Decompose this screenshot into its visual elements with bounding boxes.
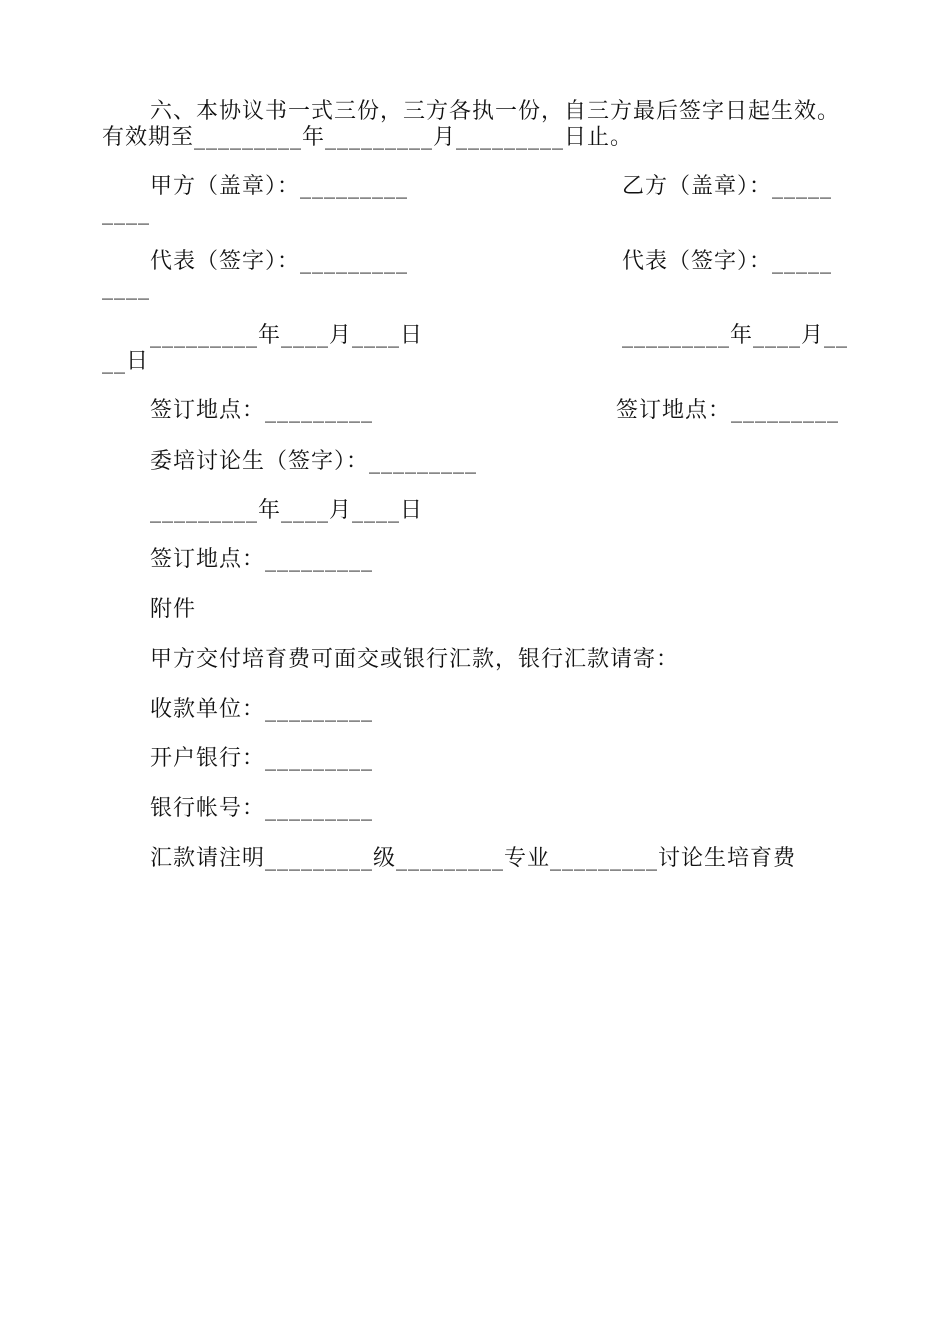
- party-b-rep: 代表（签字）：_____: [622, 249, 833, 274]
- party-a-place: 签订地点：_________: [150, 398, 374, 423]
- party-a-seal: 甲方（盖章）：_________: [150, 174, 409, 199]
- clause-six-line2: 有效期至_________年_________月_________日止。: [102, 125, 634, 150]
- party-b-seal: 乙方（盖章）：_____: [622, 174, 833, 199]
- clause-six-line1: 六、本协议书一式三份，三方各执一份，自三方最后签字日起生效。: [150, 99, 841, 124]
- attachment-title: 附件: [150, 597, 197, 622]
- attachment-bank: 开户银行：_________: [150, 746, 374, 771]
- party-a-date: _________年____月____日: [150, 323, 424, 348]
- student-date: _________年____月____日: [150, 498, 424, 523]
- party-b-place: 签订地点：_________: [616, 398, 840, 423]
- attachment-account: 银行帐号：_________: [150, 796, 374, 821]
- party-b-seal-wrap: ____: [102, 200, 150, 225]
- party-a-rep: 代表（签字）：_________: [150, 249, 409, 274]
- student-sign: 委培讨论生（签字）：_________: [150, 449, 478, 474]
- attachment-payee: 收款单位：_________: [150, 697, 374, 722]
- party-b-date-wrap: __日: [102, 349, 150, 374]
- attachment-note: 汇款请注明_________级_________专业_________讨论生培育费: [150, 846, 797, 871]
- student-place: 签订地点：_________: [150, 547, 374, 572]
- party-b-date: _________年____月__: [622, 323, 849, 348]
- attachment-intro: 甲方交付培育费可面交或银行汇款，银行汇款请寄：: [150, 647, 680, 672]
- party-b-rep-wrap: ____: [102, 275, 150, 300]
